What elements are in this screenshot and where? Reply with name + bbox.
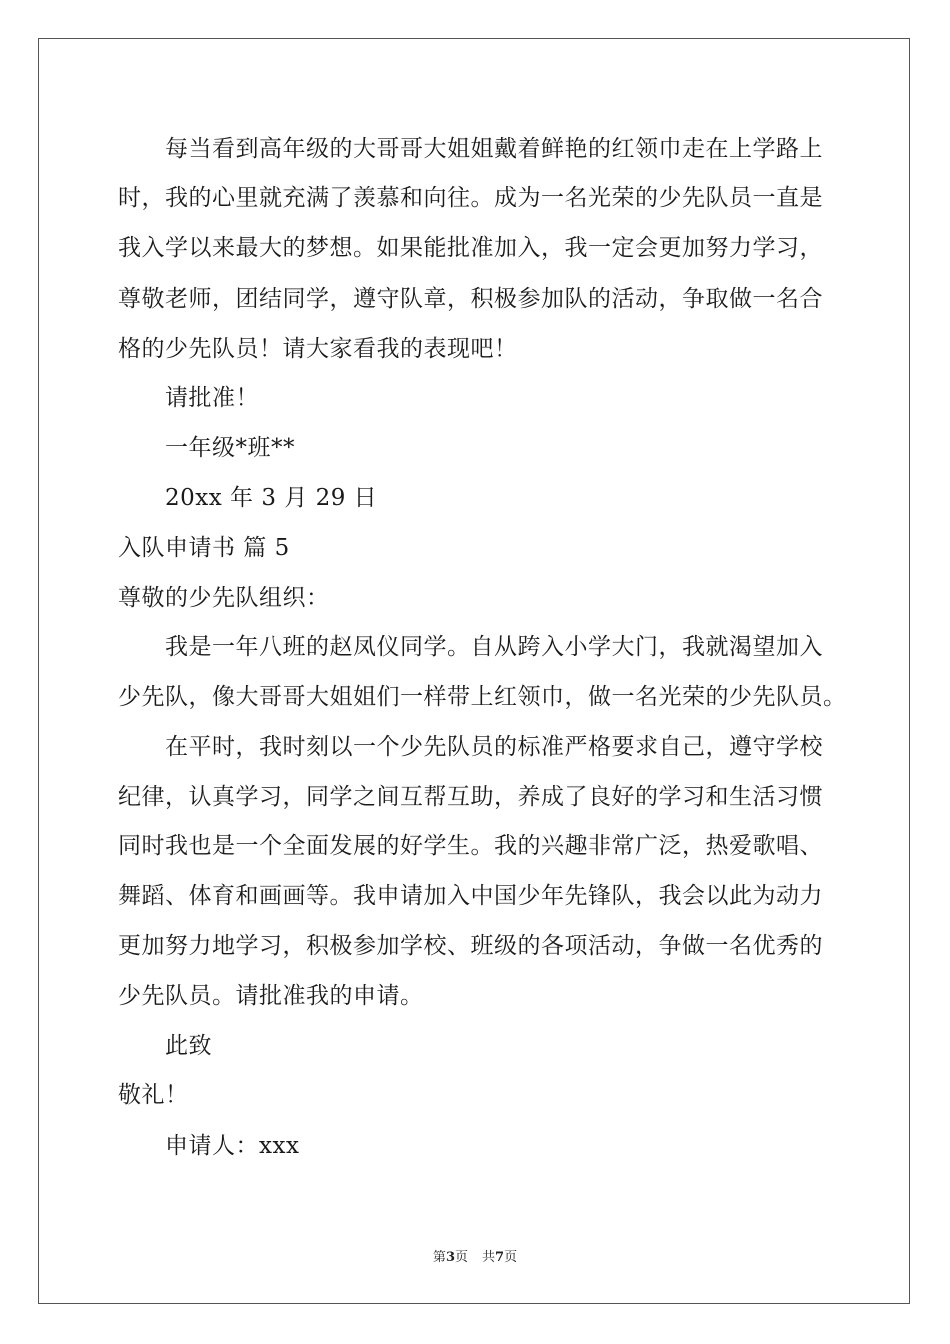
applicant-signature: 申请人：xxx [165,1133,300,1159]
paragraph2-line: 我是一年八班的赵凤仪同学。自从跨入小学大门，我就渴望加入 [165,634,823,660]
paragraph3-line: 在平时，我时刻以一个少先队员的标准严格要求自己，遵守学校 [165,734,823,760]
paragraph1-line: 尊敬老师，团结同学，遵守队章，积极参加队的活动，争取做一名合 [118,286,823,312]
total-suffix: 页 [504,1250,518,1265]
paragraph3-line: 更加努力地学习，积极参加学校、班级的各项活动，争做一名优秀的 [118,933,823,959]
page-footer [0,1246,950,1265]
page-prefix: 第 [432,1250,446,1265]
section-title: 入队申请书 篇 5 [118,535,290,561]
paragraph2-line: 少先队，像大哥哥大姐姐们一样带上红领巾，做一名光荣的少先队员。 [118,684,847,710]
paragraph3-line: 少先队员。请批准我的申请。 [118,983,424,1009]
closing-respectfully: 此致 [165,1033,212,1059]
salutation: 尊敬的少先队组织： [118,585,330,611]
closing-request: 请批准！ [165,385,259,411]
paragraph3-line: 同时我也是一个全面发展的好学生。我的兴趣非常广泛，热爱歌唱、 [118,833,823,859]
paragraph1-line: 时，我的心里就充满了羡慕和向往。成为一名光荣的少先队员一直是 [118,185,823,211]
total-prefix: 共 [482,1250,496,1265]
paragraph1-line: 每当看到高年级的大哥哥大姐姐戴着鲜艳的红领巾走在上学路上 [165,136,823,162]
signature-class: 一年级*班** [165,435,295,461]
paragraph3-line: 纪律，认真学习，同学之间互帮互助，养成了良好的学习和生活习惯 [118,784,823,810]
paragraph1-line: 格的少先队员！请大家看我的表现吧！ [118,336,518,362]
page-border [38,38,910,1304]
paragraph1-line: 我入学以来最大的梦想。如果能批准加入，我一定会更加努力学习， [118,235,823,261]
salute: 敬礼！ [118,1082,189,1108]
total-pages: 7 [495,1250,505,1265]
date-line: 20xx 年 3 月 29 日 [165,485,378,511]
paragraph3-line: 舞蹈、体育和画画等。我申请加入中国少年先锋队，我会以此为动力 [118,883,823,909]
page-suffix: 页 [454,1250,468,1265]
page-number: 3 [445,1250,455,1265]
